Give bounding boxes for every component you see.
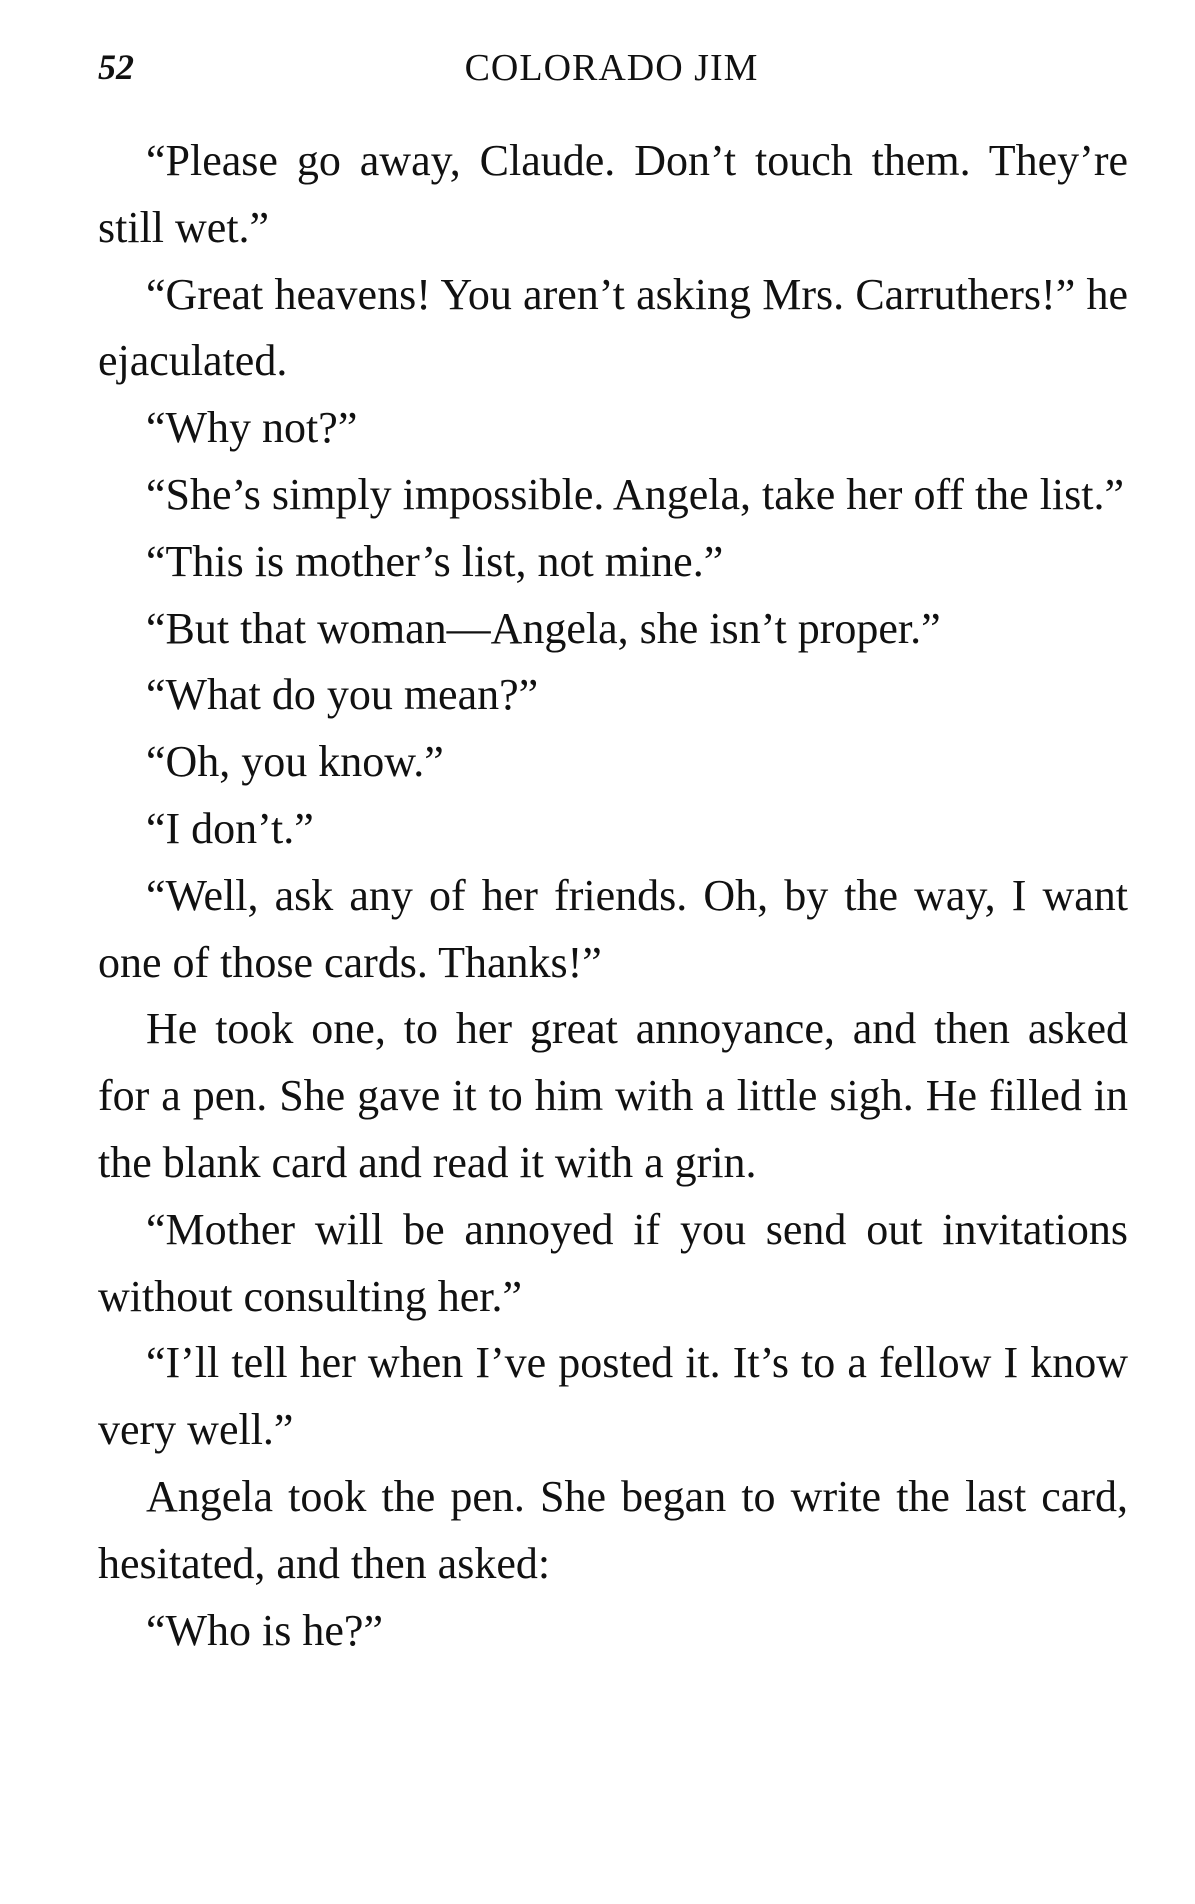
paragraph: “This is mother’s list, not mine.”: [146, 536, 724, 586]
paragraph: “I don’t.”: [146, 803, 314, 853]
paragraph: “Why not?”: [146, 403, 358, 453]
page-header: [98, 38, 1125, 98]
paragraph: “Oh, you know.”: [146, 737, 444, 787]
body-text: [98, 128, 1128, 1664]
paragraph: “Great heavens! You aren’t asking Mrs. Carruthers!” he ejaculated.: [98, 269, 1128, 386]
paragraph: “Please go away, Claude. Don’t touch them. They’re still wet.”: [98, 136, 1128, 252]
running-title: COLORADO JIM: [464, 47, 759, 89]
paragraph: “What do you mean?”: [146, 670, 539, 720]
paragraph: “Well, ask any of her friends. Oh, by the way, I want one of those cards. Thanks!”: [98, 870, 1128, 987]
page-number: 52: [98, 47, 134, 87]
paragraph: “But that woman—Angela, she isn’t proper.”: [146, 603, 941, 653]
paragraph: “Who is he?”: [146, 1605, 383, 1655]
paragraph: “I’ll tell her when I’ve posted it. It’s to a fellow I know very well.”: [98, 1338, 1128, 1455]
paragraph: Angela took the pen. She began to write the last card, hesitated, and then asked:: [98, 1471, 1128, 1588]
paragraph: “Mother will be annoyed if you send out invitations without consulting her.”: [98, 1204, 1128, 1321]
paragraph: He took one, to her great annoyance, and then asked for a pen. She gave it to him with a little sigh. He filled in the blank card and read it with a grin.: [98, 1004, 1128, 1187]
paragraph: “She’s simply impossible. Angela, take her off the list.”: [146, 469, 1125, 519]
